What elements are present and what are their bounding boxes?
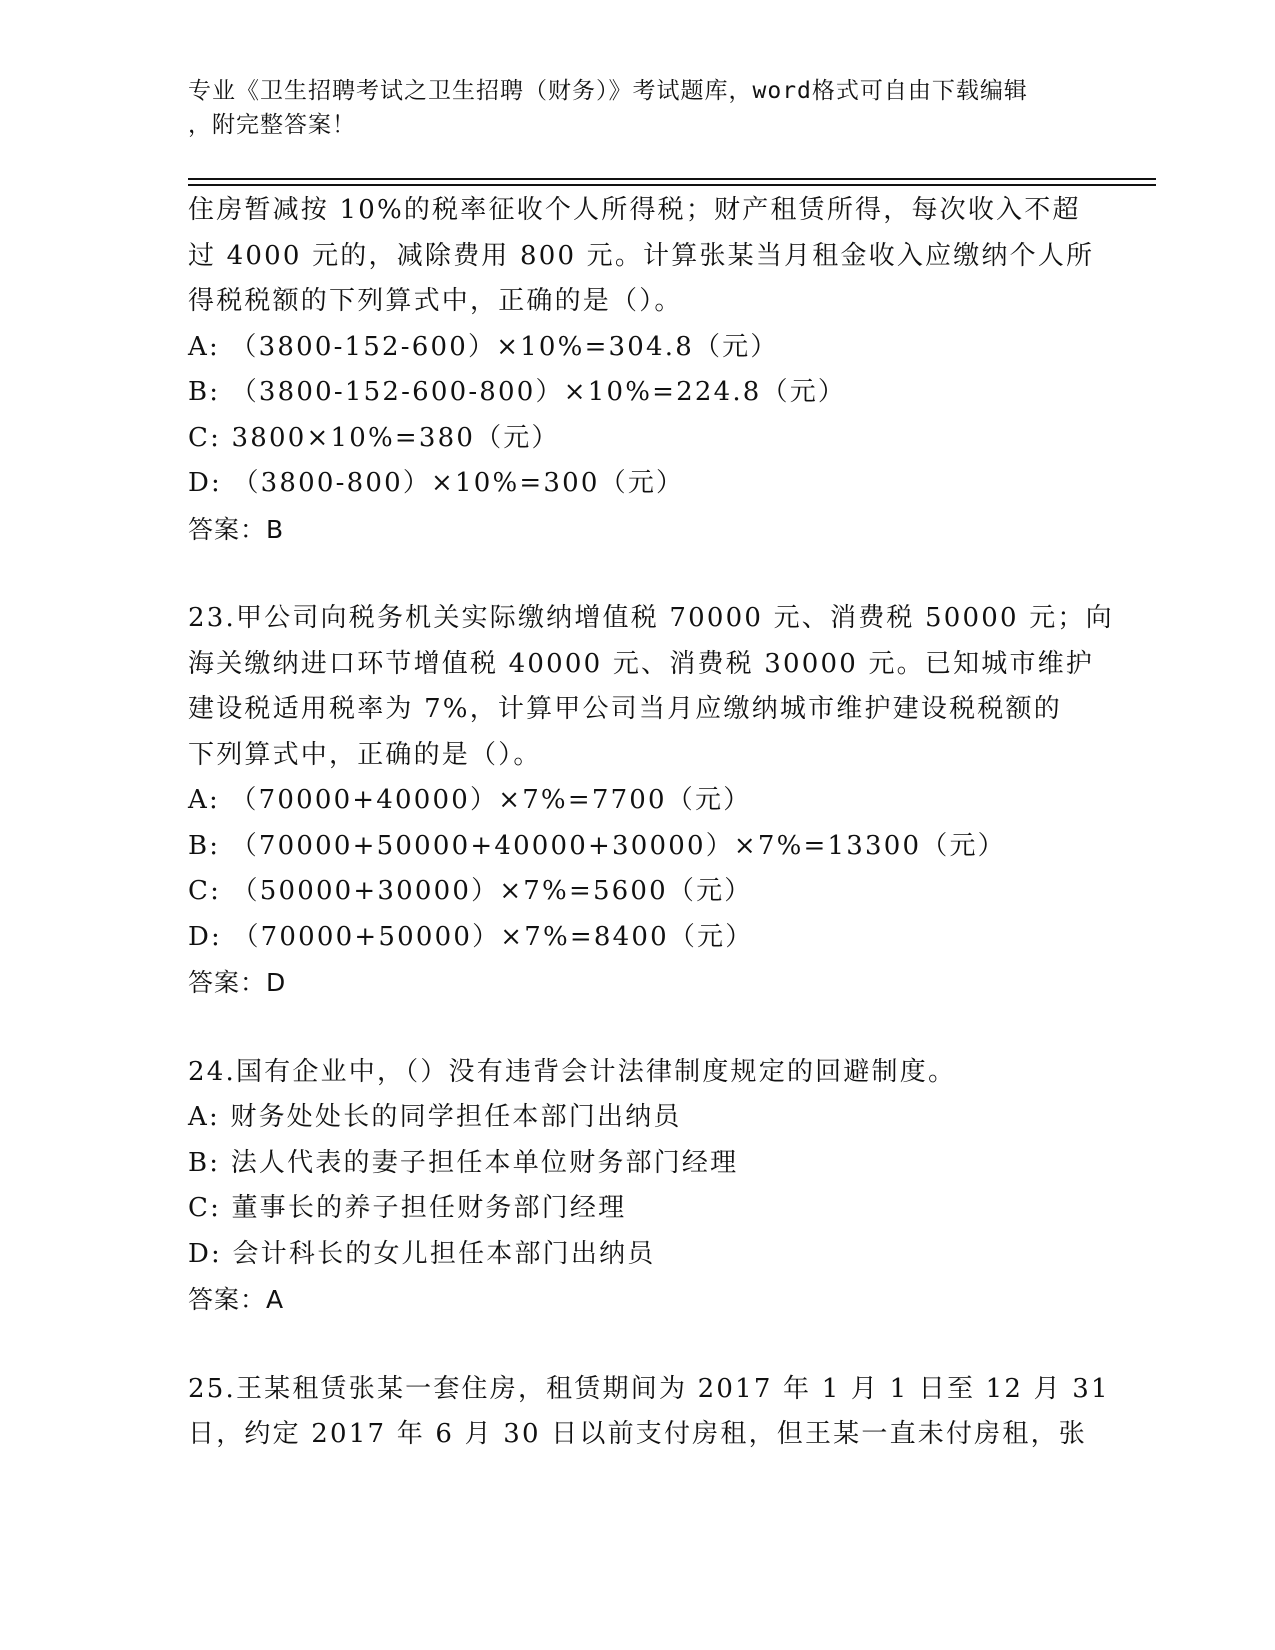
- question-23-option-a: A: （70000+40000）×7%=7700（元）: [188, 785, 752, 815]
- header-divider-top: [188, 178, 1156, 180]
- question-24-answer: 答案：A: [188, 1285, 285, 1314]
- question-23-text-line-1: 23.甲公司向税务机关实际缴纳增值税 70000 元、消费税 50000 元；向: [188, 603, 1114, 633]
- question-22-option-c: C: 3800×10%=380（元）: [188, 422, 560, 453]
- page-header: [188, 74, 1088, 142]
- question-25: [188, 1367, 1110, 1458]
- question-22-text-line-1: 住房暂减按 10%的税率征收个人所得税；财产租赁所得，每次收入不超: [188, 195, 1081, 225]
- question-spacer: [188, 1323, 1088, 1367]
- question-25-text-line-1: 25.王某租赁张某一套住房，租赁期间为 2017 年 1 月 1 日至 12 月 31: [188, 1373, 1110, 1404]
- question-22-text-line-2: 过 4000 元的，减除费用 800 元。计算张某当月租金收入应缴纳个人所: [188, 240, 1095, 271]
- question-23: [188, 596, 1114, 1006]
- question-23-option-d: D: （70000+50000）×7%=8400（元）: [188, 921, 754, 952]
- question-23-answer: 答案：D: [188, 968, 287, 997]
- question-22-answer: 答案：B: [188, 514, 285, 544]
- question-24-option-b: B: 法人代表的妻子担任本单位财务部门经理: [188, 1147, 739, 1178]
- question-23-option-c: C: （50000+30000）×7%=5600（元）: [188, 876, 753, 906]
- question-24-option-a: A: 财务处处长的同学担任本部门出纳员: [188, 1102, 682, 1132]
- question-23-text-line-4: 下列算式中，正确的是（）。: [188, 739, 542, 770]
- question-22-text-line-3: 得税税额的下列算式中，正确的是（）。: [188, 286, 683, 316]
- question-24-text-line-1: 24.国有企业中，（）没有违背会计法律制度规定的回避制度。: [188, 1056, 957, 1087]
- question-24-option-c: C: 董事长的养子担任财务部门经理: [188, 1193, 627, 1223]
- header-title-line2: ，附完整答案！: [188, 112, 356, 138]
- question-22-option-d: D: （3800-800）×10%=300（元）: [188, 468, 685, 498]
- question-23-text-line-2: 海关缴纳进口环节增值税 40000 元、消费税 30000 元。已知城市维护: [188, 648, 1095, 679]
- question-22: [188, 188, 1095, 552]
- question-24-option-d: D: 会计科长的女儿担任本部门出纳员: [188, 1238, 656, 1269]
- question-spacer: [188, 1006, 1088, 1050]
- question-spacer: [188, 552, 1088, 596]
- question-25-text-line-2: 日，约定 2017 年 6 月 30 日以前支付房租，但王某一直未付房租，张: [188, 1419, 1087, 1449]
- header-title-line1: 专业《卫生招聘考试之卫生招聘（财务）》考试题库，word格式可自由下载编辑: [188, 78, 1028, 104]
- question-24: [188, 1050, 1088, 1323]
- question-22-option-a: A: （3800-152-600）×10%=304.8（元）: [188, 331, 779, 362]
- question-22-option-b: B: （3800-152-600-800）×10%=224.8（元）: [188, 377, 847, 407]
- header-divider-bottom: [188, 184, 1156, 186]
- question-23-option-b: B: （70000+50000+40000+30000）×7%=13300（元）: [188, 830, 1006, 861]
- question-content: [188, 188, 1114, 1458]
- question-23-text-line-3: 建设税适用税率为 7%，计算甲公司当月应缴纳城市维护建设税税额的: [188, 694, 1062, 724]
